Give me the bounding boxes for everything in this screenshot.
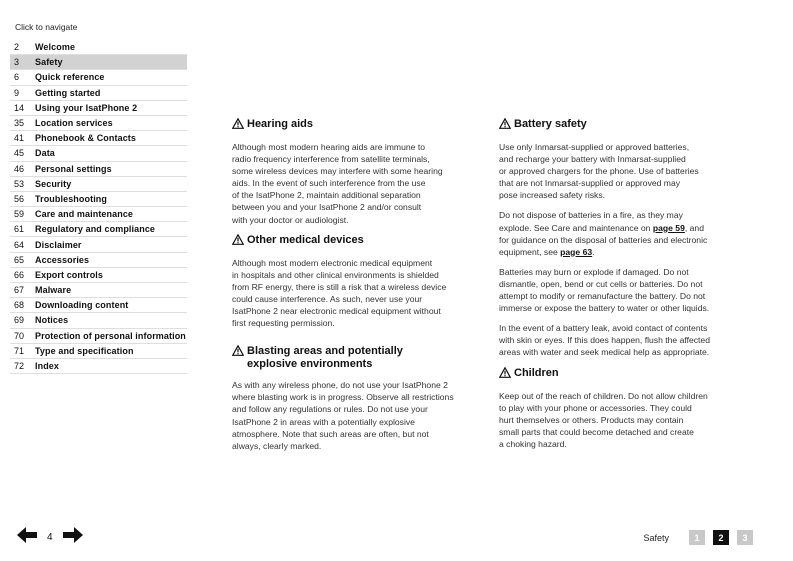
toc-item[interactable] — [10, 146, 187, 161]
toc-label: Quick reference — [35, 72, 105, 83]
toc-label: Index — [35, 361, 60, 372]
toc-label: Personal settings — [35, 163, 112, 174]
toc-item[interactable] — [10, 177, 187, 192]
toc-label: Care and maintenance — [35, 209, 134, 220]
arrow-left-icon[interactable] — [16, 526, 38, 549]
table-of-contents — [10, 40, 187, 374]
toc-page-number: 46 — [14, 163, 25, 174]
toc-page-number: 53 — [14, 178, 25, 189]
warning-icon — [499, 118, 511, 133]
toc-item[interactable] — [10, 86, 187, 101]
toc-label: Security — [35, 178, 72, 189]
section-page-box[interactable]: 3 — [737, 530, 753, 545]
toc-page-number: 56 — [14, 193, 25, 204]
toc-page-number: 68 — [14, 300, 25, 311]
toc-page-number: 61 — [14, 224, 25, 235]
section-footer — [643, 530, 753, 545]
toc-item[interactable] — [10, 329, 187, 344]
toc-label: Downloading content — [35, 300, 129, 311]
warning-icon — [232, 234, 244, 249]
toc-page-number: 41 — [14, 133, 25, 144]
toc-page-number: 72 — [14, 361, 25, 372]
battery-safety-title: Battery safety — [514, 118, 587, 130]
toc-page-number: 3 — [14, 57, 20, 68]
warning-icon — [499, 367, 511, 382]
toc-label: Safety — [35, 57, 63, 68]
toc-item[interactable] — [10, 101, 187, 116]
toc-item[interactable] — [10, 222, 187, 237]
arrow-right-icon[interactable] — [62, 526, 84, 549]
right-column — [499, 118, 754, 458]
toc-label: Data — [35, 148, 55, 159]
battery-text-2c: . — [592, 246, 595, 257]
hearing-aids-title: Hearing aids — [247, 118, 314, 130]
page-63-link[interactable]: page 63 — [560, 246, 593, 257]
toc-page-number: 35 — [14, 118, 25, 129]
blasting-title-line1: Blasting areas and potentially — [247, 345, 403, 358]
toc-label: Accessories — [35, 254, 90, 265]
hearing-aids-text: Although most modern hearing aids are immune to radio frequency interference from satellite terminals, some wireless devices may interfere with some hearing aids. In the event of such interference from the use of the IsatPhone 2, maintain additional separation between you and your IsatPhone 2 and/or consult with your doctor or audiologist. — [232, 142, 443, 225]
blasting-areas-heading — [232, 345, 482, 371]
toc-page-number: 67 — [14, 285, 25, 296]
toc-label: Welcome — [35, 42, 76, 53]
toc-label: Regulatory and compliance — [35, 224, 156, 235]
warning-icon — [232, 118, 244, 133]
toc-label: Protection of personal information — [35, 330, 186, 341]
toc-page-number: 65 — [14, 254, 25, 265]
toc-label: Phonebook & Contacts — [35, 133, 137, 144]
toc-item[interactable] — [10, 313, 187, 328]
toc-page-number: 6 — [14, 72, 20, 83]
toc-item[interactable] — [10, 344, 187, 359]
medical-devices-title: Other medical devices — [247, 233, 364, 246]
battery-text-2a: Do not dispose of batteries in a fire, as they may explode. See Care and maintenance on — [499, 210, 683, 233]
hearing-aids-heading — [232, 118, 482, 133]
section-page-box[interactable]: 1 — [689, 530, 705, 545]
battery-text-1: Use only Inmarsat-supplied or approved batteries, and recharge your battery with Inmarsat-supplied or approved chargers for the phone. Use of batteries that are not Inmarsat-supplied or approved may pose increased safety risks. — [499, 142, 699, 201]
toc-page-number: 70 — [14, 330, 25, 341]
children-heading — [499, 367, 754, 382]
battery-text-3: Batteries may burn or explode if damaged. Do not dismantle, open, bend or cut cells or batteries. Do not attempt to modify or remanufacture the battery. Do not immerse or expose the battery to water or other liquids. — [499, 266, 710, 314]
toc-page-number: 59 — [14, 209, 25, 220]
battery-text-2 — [499, 209, 754, 257]
toc-item[interactable] — [10, 40, 187, 55]
toc-label: Getting started — [35, 87, 101, 98]
section-page-box[interactable]: 2 — [713, 530, 729, 545]
page-navigation — [16, 526, 84, 549]
toc-label: Using your IsatPhone 2 — [35, 102, 138, 113]
toc-item[interactable] — [10, 192, 187, 207]
toc-item[interactable] — [10, 283, 187, 298]
warning-icon — [232, 345, 244, 360]
toc-page-number: 66 — [14, 269, 25, 280]
page-59-link[interactable]: page 59 — [652, 222, 685, 233]
toc-item[interactable] — [10, 253, 187, 268]
nav-hint: Click to navigate — [15, 22, 78, 32]
toc-item[interactable] — [10, 131, 187, 146]
toc-item[interactable] — [10, 116, 187, 131]
left-column — [232, 118, 482, 460]
children-text: Keep out of the reach of children. Do not allow children to play with your phone or accessories. They could hurt themselves or others. Products may contain small parts that could become detached and create a choking hazard. — [499, 390, 708, 449]
battery-text-4: In the event of a battery leak, avoid contact of contents with skin or eyes. If this does happen, flush the affected areas with water and seek medical help as appropriate. — [499, 323, 710, 358]
toc-item[interactable] — [10, 359, 187, 374]
toc-item[interactable] — [10, 162, 187, 177]
toc-item[interactable] — [10, 70, 187, 85]
battery-text-2b: , and for guidance on the disposal of batteries and electronic equipment, see — [499, 222, 708, 257]
toc-page-number: 64 — [14, 239, 25, 250]
toc-label: Malware — [35, 285, 72, 296]
toc-page-number: 71 — [14, 345, 25, 356]
toc-label: Type and specification — [35, 345, 134, 356]
toc-label: Troubleshooting — [35, 193, 107, 204]
children-title: Children — [514, 366, 559, 379]
toc-page-number: 2 — [14, 42, 20, 53]
toc-label: Location services — [35, 118, 113, 129]
toc-label: Notices — [35, 315, 69, 326]
battery-safety-heading — [499, 118, 754, 133]
medical-devices-text: Although most modern electronic medical equipment in hospitals and other clinical environments is shielded from RF energy, there is still a risk that a wireless device could cause interference. As such, never use your IsatPhone 2 near electronic medical equipment without first requesting permission. — [232, 257, 447, 329]
medical-devices-heading — [232, 234, 482, 249]
toc-label: Export controls — [35, 269, 104, 280]
toc-item[interactable] — [10, 55, 187, 70]
blasting-areas-text: As with any wireless phone, do not use your IsatPhone 2 where blasting work is in progress. Observe all restrictions and follow any regulations or rules. Do not use your IsatPhone 2 in areas with a potentially explosive atmosphere. Note that such areas are often, but not always, clearly marked. — [232, 380, 454, 451]
blasting-title-line2: explosive environments — [247, 358, 373, 371]
toc-item[interactable] — [10, 298, 187, 313]
toc-label: Disclaimer — [35, 239, 82, 250]
toc-item[interactable] — [10, 237, 187, 252]
toc-item[interactable] — [10, 268, 187, 283]
page-number: 4 — [47, 532, 53, 543]
toc-page-number: 14 — [14, 102, 25, 113]
toc-page-number: 69 — [14, 315, 25, 326]
toc-page-number: 9 — [14, 87, 20, 98]
toc-item[interactable] — [10, 207, 187, 222]
toc-page-number: 45 — [14, 148, 25, 159]
section-title: Safety — [643, 532, 669, 543]
